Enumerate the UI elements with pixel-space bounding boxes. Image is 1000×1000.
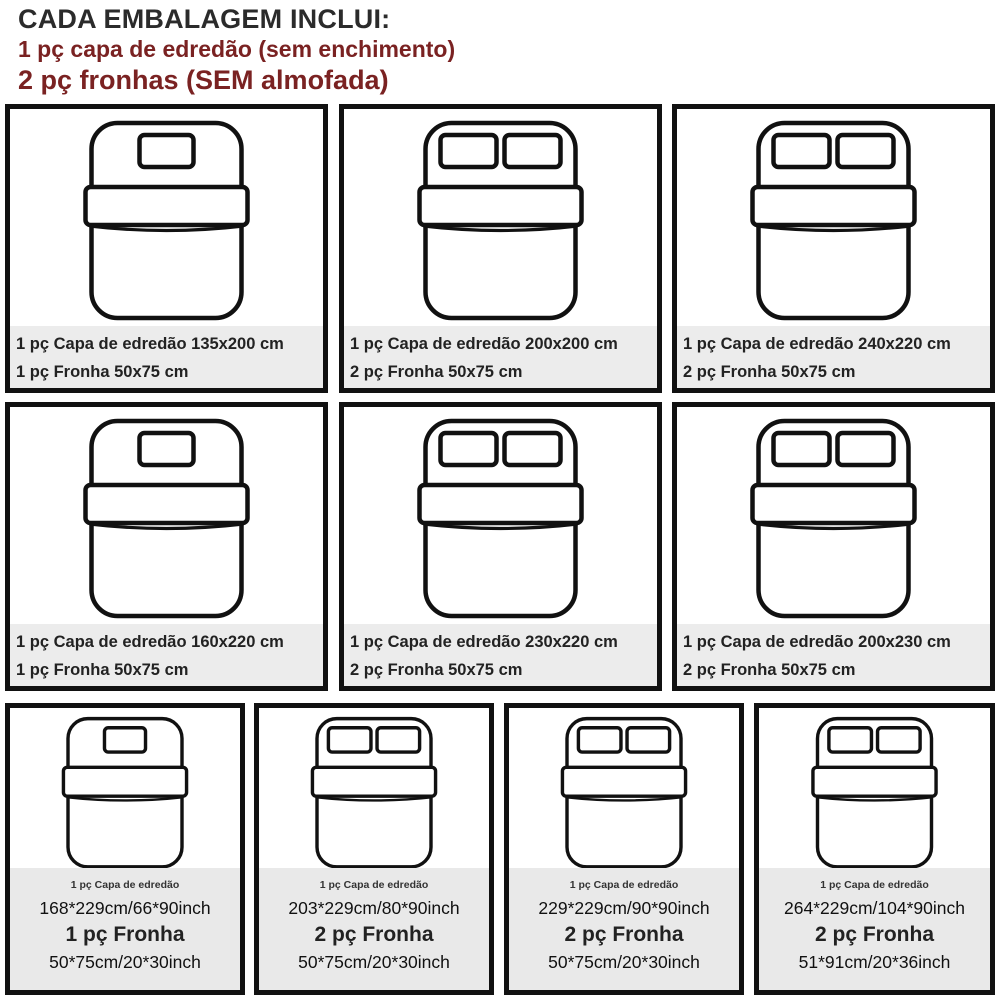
pillowcase-text: 2 pç Fronha 50x75 cm	[683, 363, 856, 381]
duvet-fold	[86, 187, 248, 225]
pillowcase-count: 2 pç Fronha	[564, 923, 684, 946]
pillow	[328, 728, 371, 752]
duvet-size-text: 229*229cm/90*90inch	[538, 898, 710, 918]
single-bed-icon	[10, 109, 323, 329]
size-card-229x229	[504, 703, 744, 995]
size-label	[759, 868, 990, 990]
duvet-fold	[753, 187, 915, 225]
double-bed-icon	[677, 109, 990, 329]
duvet-fold	[562, 767, 685, 796]
pillow	[441, 135, 497, 167]
pillowcase-text: 2 pç Fronha 50x75 cm	[350, 661, 523, 679]
pillow	[578, 728, 621, 752]
pillowcase-count: 2 pç Fronha	[314, 923, 434, 946]
pillowcase-text: 2 pç Fronha 50x75 cm	[350, 363, 523, 381]
pillowcase-text: 2 pç Fronha 50x75 cm	[683, 661, 856, 679]
size-card-200x200	[339, 104, 662, 393]
single-bed-icon	[10, 407, 323, 627]
size-label	[10, 326, 323, 388]
duvet-label: 1 pç Capa de edredão	[569, 879, 679, 891]
duvet-fold	[753, 485, 915, 523]
size-label	[509, 868, 739, 990]
duvet-fold	[86, 485, 248, 523]
pillow	[377, 728, 420, 752]
pillowcase-size-text: 50*75cm/20*30inch	[298, 952, 450, 972]
size-label	[677, 624, 990, 686]
duvet-size-text: 1 pç Capa de edredão 135x200 cm	[16, 335, 284, 353]
pillow	[505, 135, 561, 167]
pillow	[774, 433, 830, 465]
size-card-200x230	[672, 402, 995, 691]
double-bed-icon	[759, 708, 990, 873]
duvet-size-text: 264*229cm/104*90inch	[784, 898, 965, 918]
pillowcase-size-text: 50*75cm/20*30inch	[49, 952, 201, 972]
package-line-duvet: 1 pç capa de edredão (sem enchimento)	[18, 36, 456, 62]
double-bed-icon	[259, 708, 489, 873]
pillow	[441, 433, 497, 465]
duvet-fold	[63, 767, 186, 796]
duvet-label: 1 pç Capa de edredão	[319, 879, 429, 891]
pillowcase-count: 2 pç Fronha	[814, 923, 935, 946]
pillow	[829, 728, 872, 752]
double-bed-icon	[344, 109, 657, 329]
page-title: CADA EMBALAGEM INCLUI:	[18, 4, 391, 34]
duvet-size-text: 1 pç Capa de edredão 160x220 cm	[16, 633, 284, 651]
duvet-size-text: 1 pç Capa de edredão 230x220 cm	[350, 633, 618, 651]
size-card-135x200	[5, 104, 328, 393]
pillowcase-text: 1 pç Fronha 50x75 cm	[16, 661, 189, 679]
duvet-fold	[420, 485, 582, 523]
double-bed-icon	[677, 407, 990, 627]
pillow	[505, 433, 561, 465]
duvet-size-text: 203*229cm/80*90inch	[288, 898, 460, 918]
size-card-240x220	[672, 104, 995, 393]
duvet-fold	[420, 187, 582, 225]
double-bed-icon	[344, 407, 657, 627]
pillow	[838, 433, 894, 465]
pillow	[774, 135, 830, 167]
pillowcase-count: 1 pç Fronha	[65, 923, 185, 946]
pillow	[140, 433, 194, 465]
pillow	[838, 135, 894, 167]
size-label	[677, 326, 990, 388]
duvet-size-text: 1 pç Capa de edredão 200x230 cm	[683, 633, 951, 651]
size-card-160x220	[5, 402, 328, 691]
pillow	[627, 728, 670, 752]
size-label	[344, 326, 657, 388]
pillow	[878, 728, 921, 752]
duvet-label: 1 pç Capa de edredão	[70, 879, 180, 891]
duvet-size-text: 168*229cm/66*90inch	[39, 898, 211, 918]
header	[18, 4, 455, 96]
pillowcase-size-text: 51*91cm/20*36inch	[798, 952, 951, 972]
duvet-fold	[312, 767, 435, 796]
duvet-label: 1 pç Capa de edredão	[820, 879, 929, 891]
package-line-pillowcases: 2 pç fronhas (SEM almofada)	[18, 65, 389, 95]
duvet-fold	[813, 767, 936, 796]
size-card-230x220	[339, 402, 662, 691]
pillow	[104, 728, 145, 752]
size-label	[259, 868, 489, 990]
pillowcase-size-text: 50*75cm/20*30inch	[548, 952, 700, 972]
size-card-168x229	[5, 703, 245, 995]
size-label	[10, 868, 240, 990]
duvet-size-text: 1 pç Capa de edredão 200x200 cm	[350, 335, 618, 353]
double-bed-icon	[509, 708, 739, 873]
duvet-size-text: 1 pç Capa de edredão 240x220 cm	[683, 335, 951, 353]
single-bed-icon	[10, 708, 240, 873]
size-label	[344, 624, 657, 686]
size-label	[10, 624, 323, 686]
size-card-203x229	[254, 703, 494, 995]
pillow	[140, 135, 194, 167]
pillowcase-text: 1 pç Fronha 50x75 cm	[16, 363, 189, 381]
size-card-264x229	[754, 703, 995, 995]
